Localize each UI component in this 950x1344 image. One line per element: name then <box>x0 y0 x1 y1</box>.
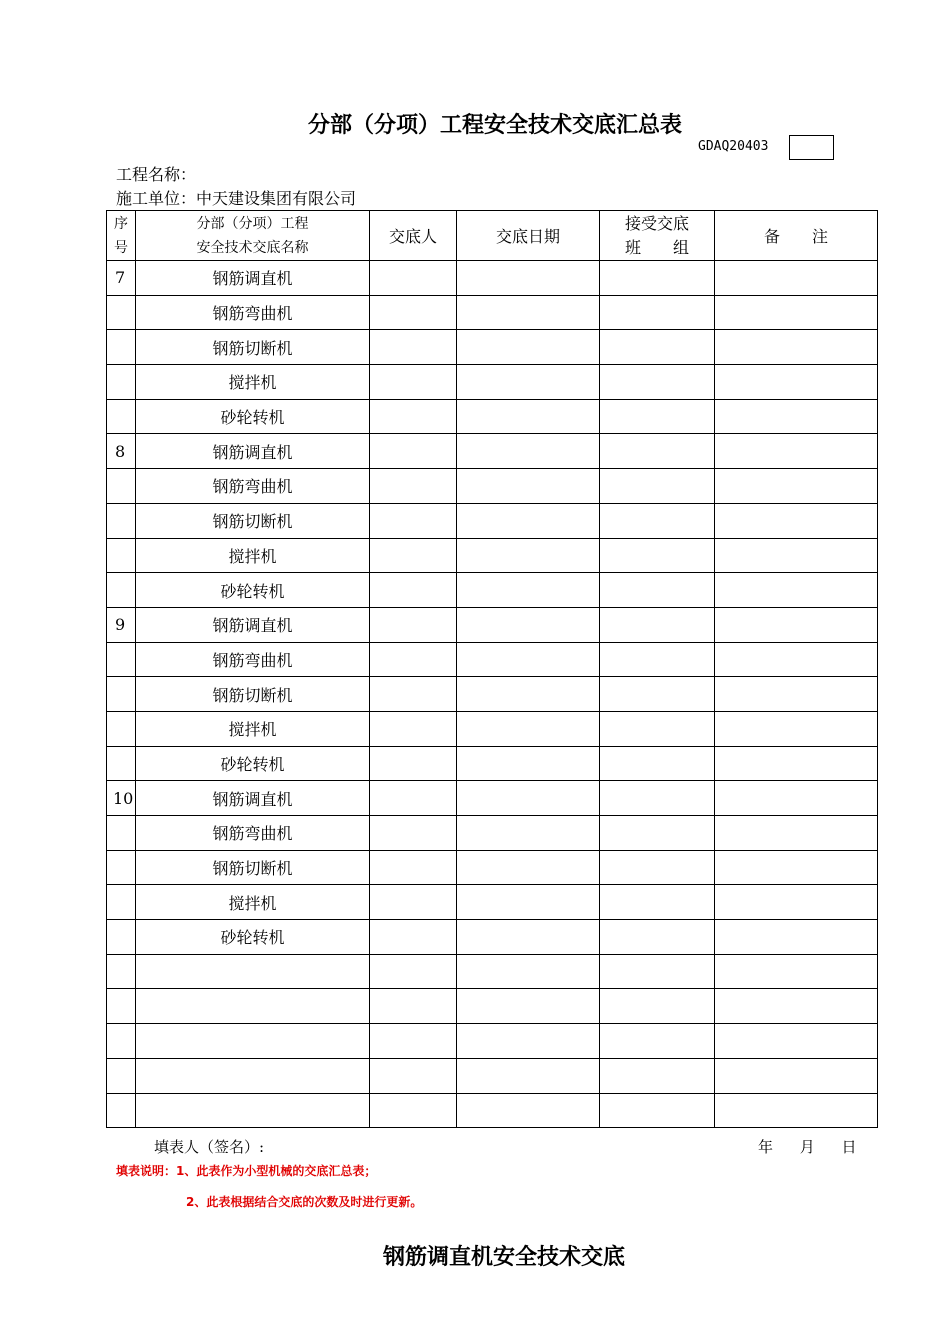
row-receiving-team <box>600 573 715 608</box>
row-seq <box>107 399 136 434</box>
row-remarks <box>715 677 878 712</box>
row-discloser <box>370 677 457 712</box>
row-disclosure-name: 钢筋调直机 <box>136 261 370 296</box>
next-section-title: 钢筋调直机安全技术交底 <box>382 1244 625 1270</box>
row-seq <box>107 538 136 573</box>
disclosure-summary-table <box>106 210 878 1128</box>
row-remarks <box>715 261 878 296</box>
header-disclosure-date: 交底日期 <box>457 211 600 261</box>
row-disclosure-date <box>457 607 600 642</box>
table-row <box>107 954 878 989</box>
row-disclosure-date <box>457 434 600 469</box>
row-discloser <box>370 538 457 573</box>
table-row <box>107 920 878 955</box>
row-disclosure-name: 钢筋切断机 <box>136 503 370 538</box>
row-discloser <box>370 399 457 434</box>
row-seq <box>107 920 136 955</box>
row-seq <box>107 330 136 365</box>
row-remarks <box>715 816 878 851</box>
row-disclosure-date <box>457 538 600 573</box>
row-disclosure-name <box>136 989 370 1024</box>
row-discloser <box>370 330 457 365</box>
fill-instruction-1: 填表说明：1、此表作为小型机械的交底汇总表； <box>116 1164 377 1178</box>
row-disclosure-date <box>457 1093 600 1128</box>
form-number-box <box>789 135 834 160</box>
row-receiving-team <box>600 330 715 365</box>
row-disclosure-date <box>457 642 600 677</box>
row-disclosure-name: 钢筋弯曲机 <box>136 816 370 851</box>
row-remarks <box>715 1024 878 1059</box>
table-row <box>107 711 878 746</box>
row-disclosure-date <box>457 954 600 989</box>
row-disclosure-name <box>136 1058 370 1093</box>
row-receiving-team <box>600 642 715 677</box>
row-disclosure-name: 钢筋切断机 <box>136 330 370 365</box>
row-receiving-team <box>600 954 715 989</box>
table-row <box>107 295 878 330</box>
row-receiving-team <box>600 816 715 851</box>
row-remarks <box>715 295 878 330</box>
row-disclosure-name: 砂轮转机 <box>136 399 370 434</box>
table-row <box>107 469 878 504</box>
row-receiving-team <box>600 920 715 955</box>
date-line: 年 月 日 <box>758 1138 857 1156</box>
row-remarks <box>715 989 878 1024</box>
row-disclosure-date <box>457 261 600 296</box>
row-discloser <box>370 261 457 296</box>
row-discloser <box>370 607 457 642</box>
table-row <box>107 885 878 920</box>
row-disclosure-date <box>457 399 600 434</box>
row-seq <box>107 573 136 608</box>
row-receiving-team <box>600 850 715 885</box>
row-seq <box>107 989 136 1024</box>
row-disclosure-date <box>457 295 600 330</box>
row-remarks <box>715 642 878 677</box>
row-disclosure-date <box>457 330 600 365</box>
project-name-label: 工程名称： <box>116 165 197 184</box>
row-remarks <box>715 1058 878 1093</box>
row-receiving-team <box>600 538 715 573</box>
row-disclosure-name: 砂轮转机 <box>136 573 370 608</box>
table-row <box>107 850 878 885</box>
row-seq <box>107 365 136 400</box>
row-receiving-team <box>600 365 715 400</box>
row-receiving-team <box>600 1024 715 1059</box>
row-disclosure-date <box>457 365 600 400</box>
construction-unit: 施工单位：中天建设集团有限公司 <box>116 189 357 208</box>
table-header-row <box>107 211 878 261</box>
row-remarks <box>715 885 878 920</box>
row-discloser <box>370 746 457 781</box>
row-seq <box>107 677 136 712</box>
row-receiving-team <box>600 295 715 330</box>
row-discloser <box>370 885 457 920</box>
row-disclosure-name: 搅拌机 <box>136 885 370 920</box>
table-row <box>107 330 878 365</box>
row-receiving-team <box>600 607 715 642</box>
row-remarks <box>715 330 878 365</box>
row-receiving-team <box>600 503 715 538</box>
row-remarks <box>715 1093 878 1128</box>
row-disclosure-name: 钢筋弯曲机 <box>136 642 370 677</box>
header-remarks: 备 注 <box>715 211 878 261</box>
table-row <box>107 677 878 712</box>
form-code: GDAQ20403 <box>698 139 769 154</box>
row-remarks <box>715 850 878 885</box>
row-receiving-team <box>600 1093 715 1128</box>
table-row <box>107 365 878 400</box>
table-row <box>107 434 878 469</box>
table-row <box>107 989 878 1024</box>
row-seq <box>107 746 136 781</box>
row-disclosure-date <box>457 1024 600 1059</box>
row-receiving-team <box>600 399 715 434</box>
table-row <box>107 399 878 434</box>
header-disclosure-name: 分部（分项）工程 安全技术交底名称 <box>136 211 370 261</box>
row-seq <box>107 1058 136 1093</box>
row-receiving-team <box>600 1058 715 1093</box>
table-row <box>107 642 878 677</box>
row-disclosure-date <box>457 711 600 746</box>
row-disclosure-name: 砂轮转机 <box>136 920 370 955</box>
row-seq <box>107 816 136 851</box>
row-receiving-team <box>600 711 715 746</box>
row-disclosure-date <box>457 816 600 851</box>
row-disclosure-name: 钢筋调直机 <box>136 781 370 816</box>
row-disclosure-date <box>457 1058 600 1093</box>
table-row <box>107 781 878 816</box>
row-remarks <box>715 954 878 989</box>
row-remarks <box>715 711 878 746</box>
row-disclosure-date <box>457 850 600 885</box>
row-seq <box>107 850 136 885</box>
row-receiving-team <box>600 746 715 781</box>
row-seq: 10 <box>107 781 136 816</box>
row-disclosure-date <box>457 503 600 538</box>
row-remarks <box>715 746 878 781</box>
row-seq <box>107 469 136 504</box>
row-disclosure-name: 砂轮转机 <box>136 746 370 781</box>
row-discloser <box>370 1058 457 1093</box>
row-disclosure-name: 搅拌机 <box>136 538 370 573</box>
row-disclosure-date <box>457 746 600 781</box>
row-discloser <box>370 954 457 989</box>
row-disclosure-date <box>457 989 600 1024</box>
row-seq <box>107 642 136 677</box>
table-row <box>107 503 878 538</box>
table-row <box>107 573 878 608</box>
row-discloser <box>370 711 457 746</box>
row-discloser <box>370 920 457 955</box>
row-receiving-team <box>600 261 715 296</box>
row-seq <box>107 711 136 746</box>
row-disclosure-date <box>457 781 600 816</box>
fill-instruction-2: 2、此表根据结合交底的次数及时进行更新。 <box>186 1195 423 1209</box>
row-disclosure-name: 钢筋弯曲机 <box>136 469 370 504</box>
document-title: 分部（分项）工程安全技术交底汇总表 <box>307 112 682 138</box>
row-discloser <box>370 434 457 469</box>
row-seq <box>107 1024 136 1059</box>
row-disclosure-name: 钢筋调直机 <box>136 607 370 642</box>
row-discloser <box>370 781 457 816</box>
row-disclosure-name <box>136 1024 370 1059</box>
row-disclosure-name: 钢筋切断机 <box>136 677 370 712</box>
row-discloser <box>370 573 457 608</box>
row-receiving-team <box>600 989 715 1024</box>
table-row <box>107 1058 878 1093</box>
row-discloser <box>370 1024 457 1059</box>
table-row <box>107 1093 878 1128</box>
row-remarks <box>715 399 878 434</box>
row-disclosure-name <box>136 954 370 989</box>
row-disclosure-date <box>457 920 600 955</box>
row-discloser <box>370 850 457 885</box>
row-discloser <box>370 642 457 677</box>
row-disclosure-name: 搅拌机 <box>136 365 370 400</box>
row-discloser <box>370 469 457 504</box>
header-discloser: 交底人 <box>370 211 457 261</box>
table-row <box>107 607 878 642</box>
filler-signature-label: 填表人（签名）: <box>154 1138 265 1156</box>
row-seq <box>107 885 136 920</box>
row-seq <box>107 954 136 989</box>
row-remarks <box>715 607 878 642</box>
row-remarks <box>715 538 878 573</box>
row-discloser <box>370 365 457 400</box>
row-discloser <box>370 295 457 330</box>
row-remarks <box>715 573 878 608</box>
row-receiving-team <box>600 781 715 816</box>
row-discloser <box>370 989 457 1024</box>
row-disclosure-date <box>457 469 600 504</box>
header-receiving-team: 接受交底 班 组 <box>600 211 715 261</box>
table-row <box>107 746 878 781</box>
row-seq: 8 <box>107 434 136 469</box>
row-receiving-team <box>600 434 715 469</box>
row-discloser <box>370 816 457 851</box>
row-disclosure-name: 钢筋弯曲机 <box>136 295 370 330</box>
row-disclosure-date <box>457 885 600 920</box>
table-row <box>107 1024 878 1059</box>
row-disclosure-name: 钢筋切断机 <box>136 850 370 885</box>
row-remarks <box>715 434 878 469</box>
row-disclosure-name: 搅拌机 <box>136 711 370 746</box>
row-remarks <box>715 920 878 955</box>
row-disclosure-name: 钢筋调直机 <box>136 434 370 469</box>
row-seq <box>107 503 136 538</box>
row-seq: 7 <box>107 261 136 296</box>
header-seq: 序 号 <box>107 211 136 261</box>
row-discloser <box>370 503 457 538</box>
row-seq <box>107 295 136 330</box>
row-disclosure-date <box>457 573 600 608</box>
row-receiving-team <box>600 677 715 712</box>
row-disclosure-name <box>136 1093 370 1128</box>
row-discloser <box>370 1093 457 1128</box>
row-remarks <box>715 365 878 400</box>
table-row <box>107 538 878 573</box>
row-receiving-team <box>600 885 715 920</box>
row-remarks <box>715 781 878 816</box>
row-seq: 9 <box>107 607 136 642</box>
table-row <box>107 816 878 851</box>
row-seq <box>107 1093 136 1128</box>
row-remarks <box>715 469 878 504</box>
row-remarks <box>715 503 878 538</box>
row-disclosure-date <box>457 677 600 712</box>
row-receiving-team <box>600 469 715 504</box>
table-row <box>107 261 878 296</box>
